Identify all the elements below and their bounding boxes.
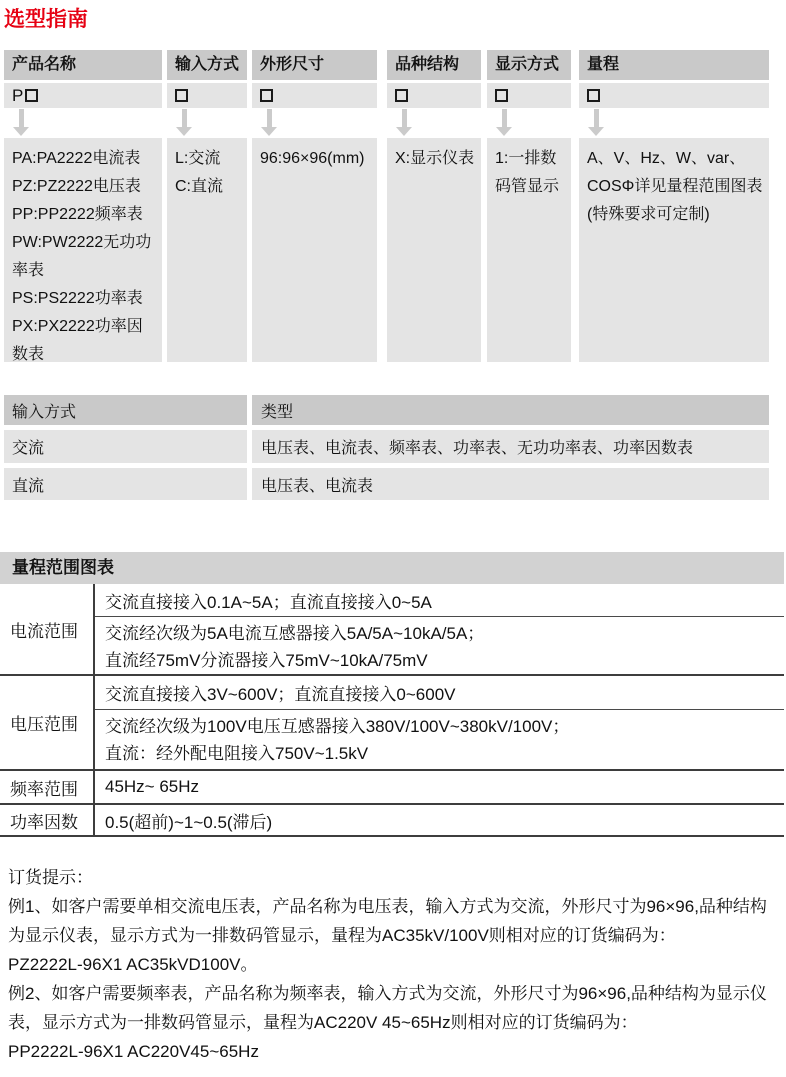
input-mode-option: L:交流 (175, 150, 221, 167)
range-row-label: 频率范围 (0, 771, 95, 803)
header-input-mode: 输入方式 (4, 395, 247, 425)
notes-order-code-1: PZ2222L-96X1 AC35kVD100V。 (8, 955, 258, 974)
notes-example-1: 例1、如客户需要单相交流电压表，产品名称为电压表，输入方式为交流，外形尺寸为96×96,品种结构为显示仪表，显示方式为一排数码管显示，量程为AC35kV/100V则相对应的订货编码为： (8, 897, 767, 945)
column-input-mode (167, 50, 247, 362)
checkbox-icon (175, 89, 188, 102)
structure-option: X:显示仪表 (395, 150, 475, 167)
range-row-label: 功率因数 (0, 805, 95, 835)
range-table (0, 552, 784, 837)
table-row-ac (4, 430, 786, 463)
column-header-product-name: 产品名称 (4, 50, 162, 80)
column-header-structure: 品种结构 (387, 50, 481, 80)
range-table-title: 量程范围图表 (0, 552, 784, 584)
ordering-notes (8, 863, 778, 1066)
column-display-mode (487, 50, 571, 362)
code-cell-structure (387, 83, 481, 108)
options-product-name (4, 138, 162, 362)
code-cell-range (579, 83, 769, 108)
column-structure (387, 50, 481, 362)
range-sub-row: 交流经次级为100V电压互感器接入380V/100V~380kV/100V； 直流：经外配电阻接入750V~1.5kV (105, 717, 570, 763)
product-option: PW:PW2222无功功率表 (12, 234, 152, 279)
column-header-input-mode: 输入方式 (167, 50, 247, 80)
checkbox-icon (495, 89, 508, 102)
checkbox-icon (587, 89, 600, 102)
table-row-dc (4, 468, 786, 500)
display-mode-option: 1:一排数码管显示 (495, 150, 560, 195)
code-cell-product-name (4, 83, 162, 108)
options-structure (387, 138, 481, 362)
product-option: PX:PX2222功率因数表 (12, 318, 143, 363)
row-value: 电压表、电流表、频率表、功率表、无功功率表、功率因数表 (252, 430, 769, 463)
range-sub-row: 交流经次级为5A电流互感器接入5A/5A~10kA/5A； 直流经75mV分流器接入75mV~10kA/75mV (105, 624, 485, 670)
column-range (579, 50, 769, 362)
range-row-power-factor (0, 805, 784, 837)
range-row-label: 电压范围 (0, 676, 95, 769)
range-sub-row: 交流直接接入3V~600V；直流直接接入0~600V (95, 676, 784, 710)
code-cell-dimensions (252, 83, 377, 108)
column-header-display-mode: 显示方式 (487, 50, 571, 80)
notes-heading: 订货提示： (8, 868, 93, 887)
range-row-current (0, 584, 784, 676)
row-label: 直流 (4, 468, 247, 500)
row-label: 交流 (4, 430, 247, 463)
options-display-mode (487, 138, 571, 362)
input-type-table-header (4, 395, 786, 425)
down-arrow-icon (395, 109, 419, 137)
column-header-dimensions: 外形尺寸 (252, 50, 377, 80)
notes-example-2: 例2、如客户需要频率表，产品名称为频率表，输入方式为交流，外形尺寸为96×96,品种结构为显示仪表，显示方式为一排数码管显示，量程为AC220V 45~65Hz则相对应的订货编码为： (8, 984, 767, 1032)
range-row-value: 0.5(超前)~1~0.5(滞后) (105, 812, 273, 832)
range-option: A、V、Hz、W、var、COSΦ详见量程范围图表(特殊要求可定制) (587, 150, 763, 223)
options-range (579, 138, 769, 362)
range-sub-row: 交流直接接入0.1A~5A；直流直接接入0~5A (95, 584, 784, 617)
datasheet-page (0, 8, 786, 1077)
range-row-label: 电流范围 (0, 584, 95, 674)
range-row-voltage (0, 676, 784, 771)
column-product-name (4, 50, 162, 362)
down-arrow-icon (175, 109, 199, 137)
options-input-mode (167, 138, 247, 362)
product-option: PA:PA2222电流表 (12, 150, 141, 167)
code-cell-display-mode (487, 83, 571, 108)
down-arrow-icon (495, 109, 519, 137)
checkbox-icon (395, 89, 408, 102)
range-row-frequency (0, 771, 784, 805)
page-title: 选型指南 (4, 8, 88, 31)
input-mode-option: C:直流 (175, 178, 224, 195)
input-type-table (4, 395, 786, 500)
product-option: PS:PS2222功率表 (12, 290, 143, 307)
code-prefix: P (12, 85, 24, 105)
product-option: PP:PP2222频率表 (12, 206, 143, 223)
row-value: 电压表、电流表 (252, 468, 769, 500)
product-option: PZ:PZ2222电压表 (12, 178, 141, 195)
header-type: 类型 (252, 395, 769, 425)
down-arrow-icon (12, 109, 36, 137)
notes-order-code-2: PP2222L-96X1 AC220V45~65Hz (8, 1042, 259, 1061)
selection-table (4, 50, 786, 362)
options-dimensions (252, 138, 377, 362)
column-dimensions (252, 50, 377, 362)
range-row-value: 45Hz~ 65Hz (105, 777, 200, 796)
checkbox-icon (25, 89, 38, 102)
dimension-option: 96:96×96(mm) (260, 150, 365, 167)
down-arrow-icon (260, 109, 284, 137)
checkbox-icon (260, 89, 273, 102)
column-header-range: 量程 (579, 50, 769, 80)
code-cell-input-mode (167, 83, 247, 108)
down-arrow-icon (587, 109, 611, 137)
